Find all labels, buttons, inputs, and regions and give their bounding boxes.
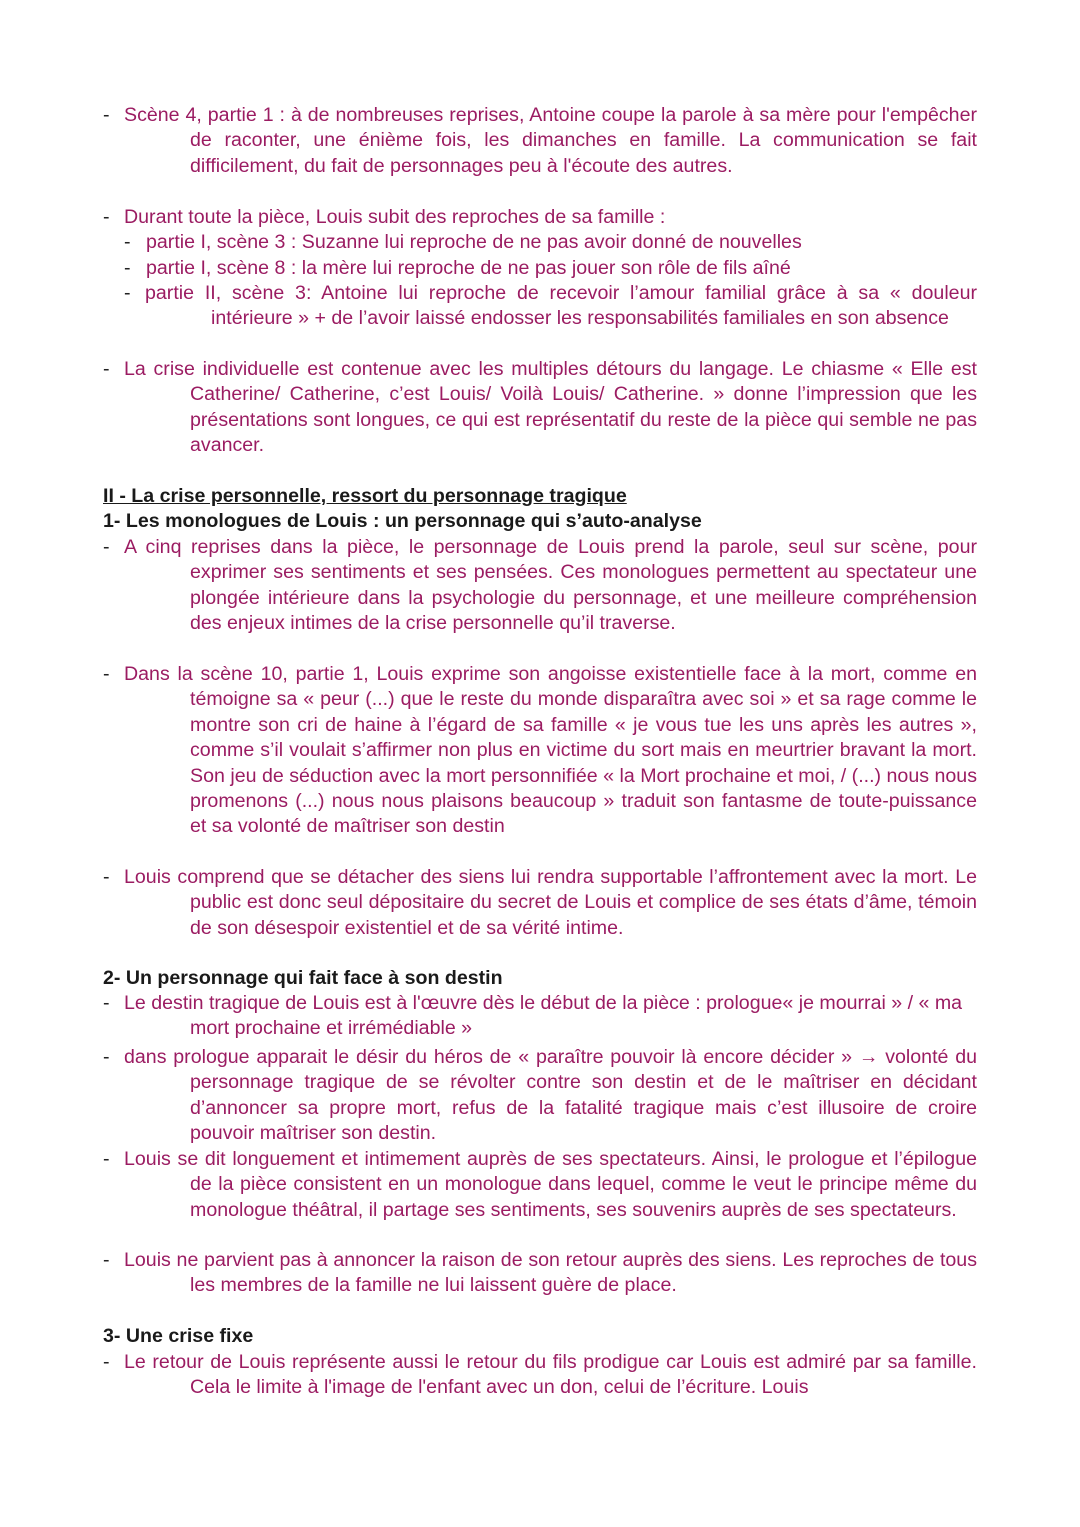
bullet-dash: - bbox=[103, 866, 110, 888]
section-heading: II - La crise personnelle, ressort du personnage tragique bbox=[103, 485, 627, 507]
sub-bullet-item bbox=[124, 230, 977, 255]
bullet-dash: - bbox=[103, 206, 110, 228]
bullet-text: Louis se dit longuement et intimement auprès de ses spectateurs. Ainsi, le prologue et l’épilogue de la pièce consistent en un monologue dans lequel, comme le veut le principe même du monologue théâtral, il partage ses sentiments, ses souvenirs auprès de ses spectateurs. bbox=[124, 1148, 977, 1221]
subsection-heading: 3- Une crise fixe bbox=[103, 1325, 254, 1347]
bullet-dash: - bbox=[103, 1249, 110, 1271]
bullet-item bbox=[103, 1147, 977, 1223]
bullet-dash: - bbox=[103, 1148, 110, 1170]
bullet-text: Durant toute la pièce, Louis subit des reproches de sa famille : bbox=[124, 206, 666, 228]
bullet-item bbox=[103, 1248, 977, 1299]
bullet-dash: - bbox=[103, 104, 110, 126]
bullet-text: Louis comprend que se détacher des siens lui rendra supportable l’affrontement avec la mort. Le public est donc seul dépositaire du secret de Louis et complice de ses états d’âme, témoin de son désespoir existentiel et de sa vérité intime. bbox=[124, 866, 977, 939]
bullet-text: partie I, scène 3 : Suzanne lui reproche de ne pas avoir donné de nouvelles bbox=[146, 231, 802, 253]
bullet-text: partie I, scène 8 : la mère lui reproche de ne pas jouer son rôle de fils aîné bbox=[146, 257, 791, 279]
bullet-text: A cinq reprises dans la pièce, le personnage de Louis prend la parole, seul sur scène, pour exprimer ses sentiments et ses pensées. Ces monologues permettent au spectateur une plongée intérieure dans la psychologie du personnage, et une meilleure compréhension des enjeux intimes de la crise personnelle qu’il traverse. bbox=[124, 536, 977, 635]
bullet-item bbox=[103, 865, 977, 941]
bullet-item bbox=[103, 662, 977, 840]
bullet-dash: - bbox=[103, 536, 110, 558]
bullet-dash: - bbox=[103, 358, 110, 380]
bullet-dash: - bbox=[103, 992, 110, 1014]
bullet-dash: - bbox=[103, 1351, 110, 1373]
bullet-text: Dans la scène 10, partie 1, Louis exprime son angoisse existentielle face à la mort, comme en témoigne sa « peur (...) que le reste du monde disparaîtra avec soi » et sa rage comme le montre son cri de haine à l’égard de sa famille « je vous tue les uns après les autres », comme s’il voulait s’affirmer non plus en victime du sort mais en meurtrier bravant la mort. Son jeu de séduction avec la mort personnifiée « la Mort prochaine et moi, / (...) nous nous promenons (...) nous nous plaisons beaucoup » traduit son fantasme de toute-puissance et sa volonté de maîtriser son destin bbox=[124, 663, 977, 838]
bullet-item bbox=[103, 357, 977, 459]
bullet-text: Le retour de Louis représente aussi le retour du fils prodigue car Louis est admiré par sa famille. Cela le limite à l'image de l'enfant avec un don, celui de l’écriture. Louis bbox=[124, 1351, 977, 1399]
subsection-heading: 2- Un personnage qui fait face à son destin bbox=[103, 967, 503, 989]
bullet-text: dans prologue apparait le désir du héros de « paraître pouvoir là encore décider » → volonté du personnage tragique de se révolter contre son destin et de le maîtriser en décidant d’annoncer sa propre mort, refus de la fatalité tragique mais c’est illusoire de croire pouvoir maîtriser son destin. bbox=[124, 1046, 977, 1145]
bullet-dash: - bbox=[103, 1046, 110, 1068]
bullet-item bbox=[103, 1350, 977, 1401]
bullet-text: La crise individuelle est contenue avec les multiples détours du langage. Le chiasme « Elle est Catherine/ Catherine, c’est Louis/ Voilà Louis/ Catherine. » donne l’impression que les présentations sont longues, ce qui est représentatif du reste de la pièce qui semble ne pas avancer. bbox=[124, 358, 977, 457]
sub-bullet-item bbox=[124, 256, 977, 281]
bullet-item bbox=[103, 535, 977, 637]
sub-bullet-item bbox=[124, 281, 977, 332]
bullet-item bbox=[103, 1045, 977, 1147]
bullet-dash: - bbox=[124, 231, 131, 253]
bullet-dash: - bbox=[124, 282, 131, 304]
bullet-text: Le destin tragique de Louis est à l'œuvre dès le début de la pièce : prologue« je mourrai » / « ma mort prochaine et irrémédiable » bbox=[124, 992, 963, 1040]
bullet-text: Scène 4, partie 1 : à de nombreuses reprises, Antoine coupe la parole à sa mère pour l'empêcher de raconter, une énième fois, les dimanches en famille. La communication se fait difficilement, du fait de personnages peu à l'écoute des autres. bbox=[124, 104, 977, 177]
subsection-heading: 1- Les monologues de Louis : un personnage qui s’auto-analyse bbox=[103, 510, 702, 532]
bullet-item bbox=[103, 991, 977, 1042]
bullet-text: Louis ne parvient pas à annoncer la raison de son retour auprès des siens. Les reproches de tous les membres de la famille ne lui laissent guère de place. bbox=[124, 1249, 977, 1297]
bullet-dash: - bbox=[124, 257, 131, 279]
bullet-text: partie II, scène 3: Antoine lui reproche de recevoir l’amour familial grâce à sa « douleur intérieure » + de l’avoir laissé endosser les responsabilités familiales en son absence bbox=[145, 282, 977, 330]
bullet-item bbox=[103, 205, 977, 230]
bullet-dash: - bbox=[103, 663, 110, 685]
bullet-item bbox=[103, 103, 977, 179]
